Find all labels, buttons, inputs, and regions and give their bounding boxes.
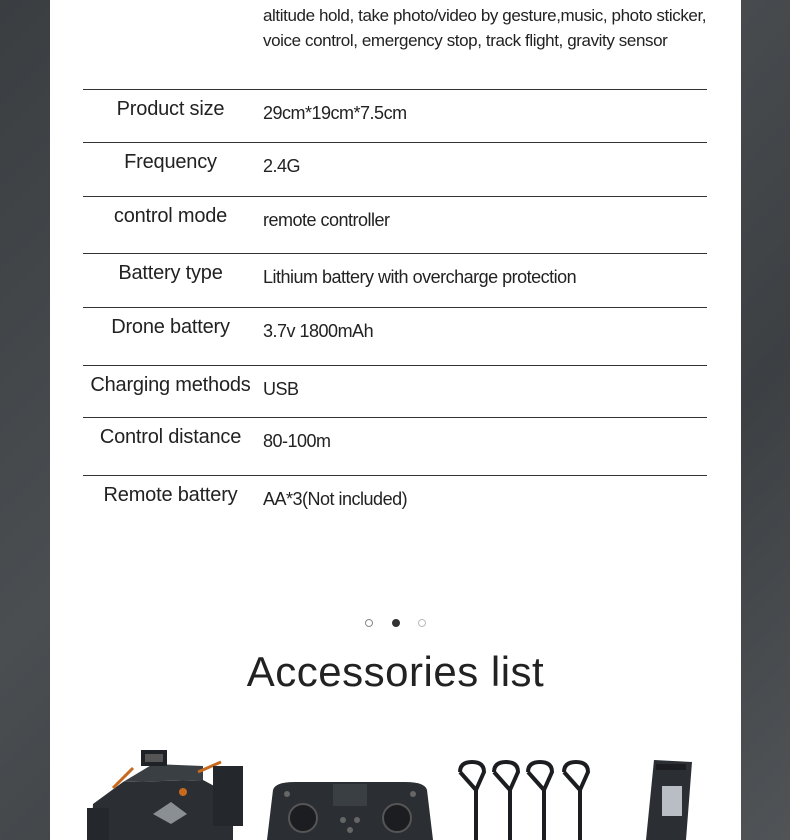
spec-value: remote controller xyxy=(263,210,390,230)
accessory-remote xyxy=(265,780,435,840)
spec-value: Lithium battery with overcharge protection xyxy=(263,267,577,287)
carousel-dot-3[interactable] xyxy=(418,619,426,627)
spec-row-control-mode xyxy=(83,197,707,254)
accessories-title: Accessories list xyxy=(246,648,545,695)
carousel-dot-1[interactable] xyxy=(365,619,373,627)
spec-row-battery-type xyxy=(83,254,707,308)
spec-value: 80-100m xyxy=(263,431,331,451)
spec-value: 3.7v 1800mAh xyxy=(263,321,374,341)
carousel-dot-2[interactable] xyxy=(392,619,400,627)
accessory-battery xyxy=(638,758,698,840)
accessory-drone xyxy=(83,744,248,840)
spec-row-drone-battery xyxy=(83,308,707,366)
spec-label: control mode xyxy=(113,205,228,227)
spec-row-frequency xyxy=(83,143,707,197)
battery-icon xyxy=(638,758,698,840)
drone-icon xyxy=(83,744,248,840)
spec-value: 2.4G xyxy=(263,156,301,176)
spec-label: Control distance xyxy=(99,426,242,448)
spec-label: Frequency xyxy=(124,151,217,173)
spec-value: 29cm*19cm*7.5cm xyxy=(263,103,407,123)
spec-label: Remote battery xyxy=(103,484,238,506)
spec-row-product-size xyxy=(83,90,707,143)
features-line: voice control, emergency stop, track flight, gravity sensor xyxy=(263,31,668,50)
spec-label: Charging methods xyxy=(90,374,251,396)
spec-row-control-distance xyxy=(83,418,707,476)
spec-row-remote-battery xyxy=(83,476,707,536)
carousel-dots xyxy=(50,614,741,632)
features-line: altitude hold, take photo/video by gesture,music, photo sticker, xyxy=(263,6,707,25)
spec-label: Battery type xyxy=(118,262,223,284)
spec-label: Drone battery xyxy=(111,316,230,338)
spec-value: AA*3(Not included) xyxy=(263,489,408,509)
accessory-propeller-guards xyxy=(454,760,599,840)
spec-label: Product size xyxy=(116,98,225,120)
spec-panel xyxy=(50,0,741,840)
spec-row-charging-methods xyxy=(83,366,707,418)
features-text xyxy=(263,0,733,53)
remote-controller-icon xyxy=(265,780,435,840)
propeller-guards-icon xyxy=(454,760,599,840)
spec-value: USB xyxy=(263,379,299,399)
